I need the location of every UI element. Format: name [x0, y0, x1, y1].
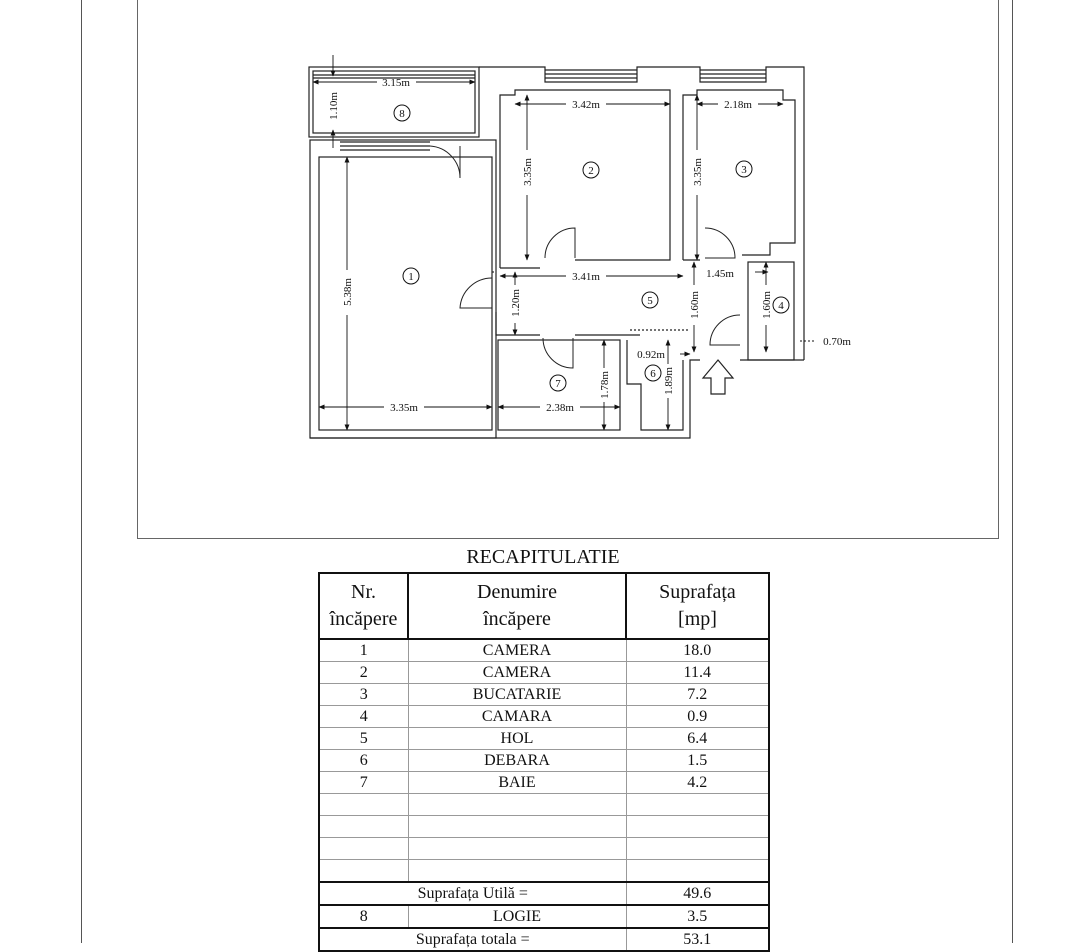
- dim-loggia-depth: 1.10m: [328, 92, 340, 120]
- room-marker-1: [403, 268, 419, 284]
- table-row-empty: [319, 816, 769, 838]
- cell-area: 0.9: [626, 706, 769, 728]
- table-row: [319, 639, 769, 662]
- room-marker-6: [645, 365, 661, 381]
- cell-nr: 1: [319, 639, 408, 662]
- dim-hall-depth: 1.20m: [510, 289, 522, 317]
- useful-area-row: [319, 882, 769, 905]
- cell-nr: 8: [319, 905, 408, 928]
- dim-hall-width-2: 1.45m: [706, 268, 734, 280]
- cell-area: 18.0: [626, 639, 769, 662]
- loggia-row: [319, 905, 769, 928]
- total-area-label: Suprafața totala =: [319, 928, 626, 951]
- total-area-row: [319, 928, 769, 951]
- svg-text:1: 1: [408, 271, 414, 283]
- cell-area: 1.5: [626, 750, 769, 772]
- dim-pantry-depth: 1.60m: [761, 291, 773, 319]
- svg-text:2: 2: [588, 165, 594, 177]
- room-markers: [394, 105, 789, 391]
- dim-room1-width: 3.35m: [390, 402, 418, 414]
- cell-name: LOGIE: [408, 905, 626, 928]
- svg-text:3: 3: [741, 164, 747, 176]
- table-row-empty: [319, 860, 769, 883]
- svg-text:5: 5: [647, 295, 653, 307]
- cell-area: 11.4: [626, 662, 769, 684]
- dim-pantry-width: 0.70m: [823, 336, 851, 348]
- recap-title: RECAPITULATIE: [466, 546, 620, 568]
- dim-room2-width: 3.42m: [572, 99, 600, 111]
- table-row: [319, 728, 769, 750]
- cell-name: BUCATARIE: [408, 684, 626, 706]
- cell-nr: 4: [319, 706, 408, 728]
- room-marker-8: [394, 105, 410, 121]
- cell-nr: 6: [319, 750, 408, 772]
- dim-bath-width: 2.38m: [546, 402, 574, 414]
- dim-room1-depth: 5.38m: [342, 278, 354, 306]
- table-row-empty: [319, 794, 769, 816]
- table-row-empty: [319, 838, 769, 860]
- total-area-value: 53.1: [626, 928, 769, 951]
- useful-area-value: 49.6: [626, 882, 769, 905]
- table-row: [319, 662, 769, 684]
- dim-storage-depth: 1.89m: [663, 367, 675, 395]
- cell-name: BAIE: [408, 772, 626, 794]
- cell-nr: 7: [319, 772, 408, 794]
- cell-nr: 2: [319, 662, 408, 684]
- svg-text:8: 8: [399, 108, 405, 120]
- room-marker-7: [550, 375, 566, 391]
- header-room-area: Suprafața [mp]: [626, 573, 769, 639]
- cell-name: CAMERA: [408, 639, 626, 662]
- cell-name: CAMERA: [408, 662, 626, 684]
- cell-area: 3.5: [626, 905, 769, 928]
- dim-room3-width: 2.18m: [724, 99, 752, 111]
- room-marker-4: [773, 297, 789, 313]
- cell-area: 4.2: [626, 772, 769, 794]
- dim-storage-width: 0.92m: [637, 349, 665, 361]
- useful-area-label: Suprafața Utilă =: [319, 882, 626, 905]
- dimension-labels: [328, 77, 851, 414]
- dim-hall-width: 3.41m: [572, 271, 600, 283]
- dim-room3-depth: 3.35m: [692, 158, 704, 186]
- dim-hall-depth-2: 1.60m: [689, 291, 701, 319]
- recap-table: [318, 572, 770, 952]
- table-row: [319, 706, 769, 728]
- cell-nr: 5: [319, 728, 408, 750]
- table-row: [319, 684, 769, 706]
- cell-name: CAMARA: [408, 706, 626, 728]
- cell-name: HOL: [408, 728, 626, 750]
- dim-room2-depth: 3.35m: [522, 158, 534, 186]
- table-row: [319, 750, 769, 772]
- header-room-name: Denumire încăpere: [408, 573, 626, 639]
- svg-text:7: 7: [555, 378, 561, 390]
- entrance-arrow-icon: [703, 360, 733, 394]
- room-marker-5: [642, 292, 658, 308]
- cell-area: 7.2: [626, 684, 769, 706]
- svg-text:6: 6: [650, 368, 656, 380]
- room-marker-2: [583, 162, 599, 178]
- cell-area: 6.4: [626, 728, 769, 750]
- cell-name: DEBARA: [408, 750, 626, 772]
- table-header: [319, 573, 769, 639]
- svg-text:4: 4: [778, 300, 784, 312]
- header-room-number: Nr. încăpere: [319, 573, 408, 639]
- dim-loggia-width: 3.15m: [382, 77, 410, 89]
- table-row: [319, 772, 769, 794]
- dimension-lines: [313, 55, 815, 430]
- dim-bath-depth: 1.78m: [599, 371, 611, 399]
- cell-nr: 3: [319, 684, 408, 706]
- room-marker-3: [736, 161, 752, 177]
